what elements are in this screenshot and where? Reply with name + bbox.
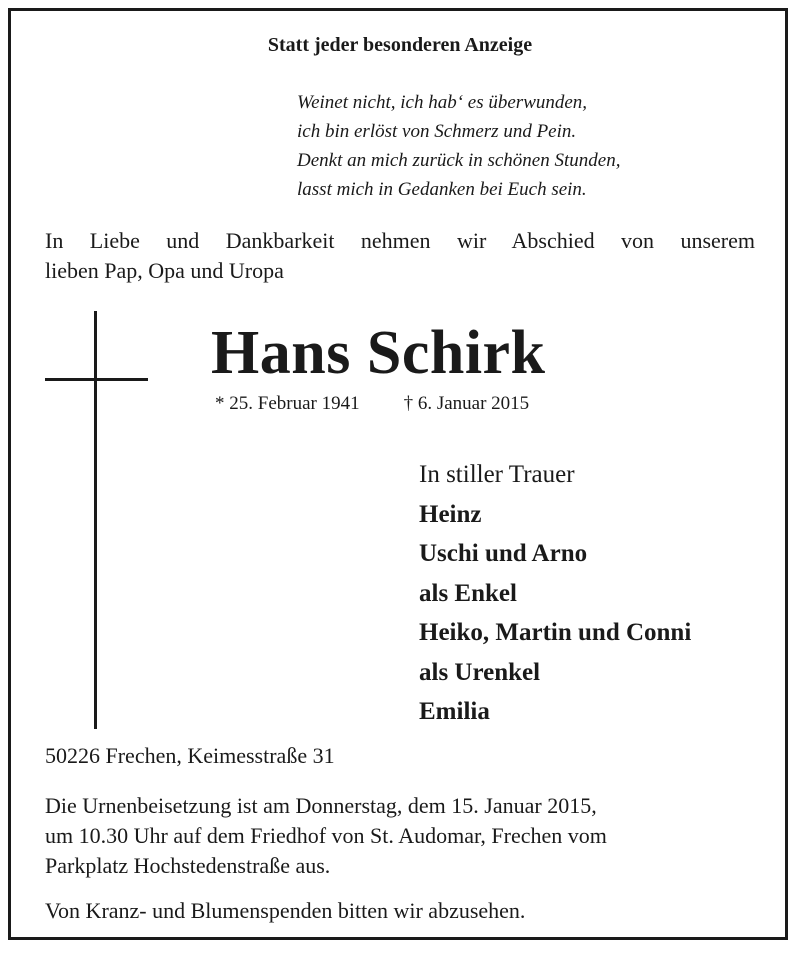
poem-line: ich bin erlöst von Schmerz und Pein. bbox=[297, 121, 577, 142]
burial-line: Die Urnenbeisetzung ist am Donnerstag, dem 15. Januar 2015, bbox=[45, 793, 597, 818]
address: 50226 Frechen, Keimesstraße 31 bbox=[45, 743, 335, 768]
poem bbox=[297, 88, 620, 204]
burial-info bbox=[45, 791, 607, 881]
burial-line: um 10.30 Uhr auf dem Friedhof von St. Audomar, Frechen vom bbox=[45, 823, 607, 848]
notice-header: Statt jeder besonderen Anzeige bbox=[267, 34, 533, 56]
mourner-line: Heinz bbox=[419, 500, 482, 528]
life-dates bbox=[215, 393, 529, 415]
cross-icon-bar bbox=[45, 378, 148, 381]
intro-line: In Liebe und Dankbarkeit nehmen wir Abschied von unserem bbox=[45, 228, 755, 253]
cross-icon bbox=[94, 311, 97, 729]
mourner-line: Uschi und Arno bbox=[419, 540, 588, 567]
intro-text bbox=[45, 226, 755, 286]
poem-line: Weinet nicht, ich hab‘ es überwunden, bbox=[297, 92, 588, 113]
poem-line: lasst mich in Gedanken bei Euch sein. bbox=[297, 179, 587, 200]
deceased-name: Hans Schirk bbox=[211, 319, 546, 387]
mourner-line: Emilia bbox=[419, 698, 490, 725]
mourners-block bbox=[419, 455, 691, 732]
mourners-heading: In stiller Trauer bbox=[419, 461, 575, 488]
mourner-line: als Enkel bbox=[419, 579, 517, 607]
mourner-line: als Urenkel bbox=[419, 658, 541, 686]
birth-date: * 25. Februar 1941 bbox=[215, 393, 360, 414]
poem-line: Denkt an mich zurück in schönen Stunden, bbox=[297, 150, 621, 171]
death-date: † 6. Januar 2015 bbox=[403, 393, 530, 414]
burial-line: Parkplatz Hochstedenstraße aus. bbox=[45, 853, 331, 878]
mourner-line: Heiko, Martin und Conni bbox=[419, 619, 692, 646]
intro-line: lieben Pap, Opa und Uropa bbox=[45, 258, 284, 283]
closing-note: Von Kranz- und Blumenspenden bitten wir abzusehen. bbox=[45, 898, 526, 923]
